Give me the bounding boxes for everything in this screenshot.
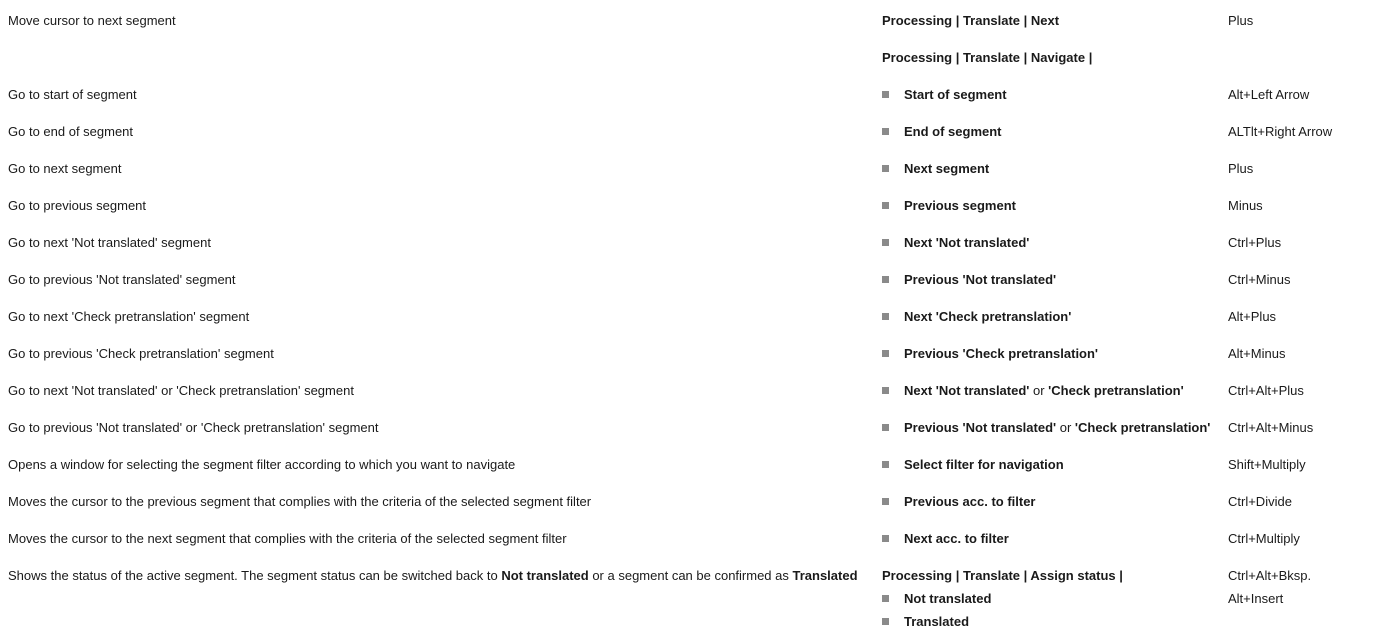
row-description: Go to next segment	[8, 161, 122, 176]
shortcut-key: Minus	[1228, 198, 1263, 213]
menu-item	[882, 418, 1210, 438]
menu-item	[882, 196, 1016, 216]
menu-item	[882, 122, 1002, 142]
menu-path: Processing | Translate | Navigate |	[882, 50, 1093, 65]
menu-item-label: Translated	[904, 614, 970, 629]
shortcut-key: Ctrl+Multiply	[1228, 531, 1300, 546]
menu-item-label-part2: 'Check pretranslation'	[1048, 383, 1184, 398]
menu-item-label: Next segment	[904, 161, 990, 176]
menu-item	[882, 159, 989, 179]
shortcut-key: Plus	[1228, 161, 1254, 176]
shortcut-key: Ctrl+Divide	[1228, 494, 1292, 509]
menu-item	[882, 589, 991, 609]
shortcut-key: Shift+Multiply	[1228, 457, 1306, 472]
row-description: Go to end of segment	[8, 124, 134, 139]
menu-item-or-text: or	[1056, 420, 1075, 435]
menu-path: Processing | Translate | Next	[882, 13, 1060, 28]
table-row	[0, 159, 1379, 179]
square-bullet-icon	[882, 313, 889, 320]
shortcut-key: ALTlt+Right Arrow	[1228, 124, 1333, 139]
row-description: Go to next 'Check pretranslation' segment	[8, 309, 250, 324]
menu-item-label-part1: Next 'Not translated'	[904, 383, 1030, 398]
shortcut-key: Plus	[1228, 13, 1254, 28]
status-desc-text1: Shows the status of the active segment. The segment status can be switched back to	[8, 568, 502, 583]
menu-item-label: Select filter for navigation	[904, 457, 1064, 472]
table-row	[0, 233, 1379, 253]
menu-item	[882, 270, 1056, 290]
row-description: Go to next 'Not translated' segment	[8, 235, 211, 250]
menu-item-label: Previous segment	[904, 198, 1016, 213]
table-row	[0, 11, 1379, 31]
square-bullet-icon	[882, 239, 889, 246]
menu-item-label: Previous acc. to filter	[904, 494, 1036, 509]
table-row	[0, 344, 1379, 364]
menu-item-label: Next acc. to filter	[904, 531, 1009, 546]
shortcut-key: Ctrl+Plus	[1228, 235, 1282, 250]
row-description: Moves the cursor to the next segment that complies with the criteria of the selected segment filter	[8, 531, 567, 546]
menu-item-label: Next 'Check pretranslation'	[904, 309, 1072, 324]
shortcut-key: Alt+Minus	[1228, 346, 1286, 361]
square-bullet-icon	[882, 618, 889, 625]
table-row	[0, 85, 1379, 105]
shortcut-key: Ctrl+Alt+Bksp.	[1228, 568, 1312, 583]
table-row	[0, 418, 1379, 438]
table-row	[0, 455, 1379, 475]
square-bullet-icon	[882, 128, 889, 135]
menu-item	[882, 529, 1009, 549]
table-row	[0, 122, 1379, 142]
square-bullet-icon	[882, 91, 889, 98]
shortcut-key: Alt+Insert	[1228, 591, 1284, 606]
row-description: Go to previous 'Check pretranslation' segment	[8, 346, 274, 361]
square-bullet-icon	[882, 535, 889, 542]
row-description: Opens a window for selecting the segment filter according to which you want to navigate	[8, 457, 516, 472]
menu-item	[882, 381, 1184, 401]
square-bullet-icon	[882, 461, 889, 468]
menu-item	[882, 233, 1029, 253]
row-description: Move cursor to next segment	[8, 13, 176, 28]
table-row-status-sub	[0, 612, 1379, 632]
row-description: Go to previous 'Not translated' or 'Check pretranslation' segment	[8, 420, 379, 435]
square-bullet-icon	[882, 350, 889, 357]
table-row	[0, 270, 1379, 290]
row-description: Moves the cursor to the previous segment that complies with the criteria of the selected segment filter	[8, 494, 592, 509]
row-description: Go to previous 'Not translated' segment	[8, 272, 236, 287]
square-bullet-icon	[882, 498, 889, 505]
row-description: Go to previous segment	[8, 198, 147, 213]
status-desc-text2: or a segment can be confirmed as	[588, 568, 793, 583]
menu-item-label: Start of segment	[904, 87, 1007, 102]
square-bullet-icon	[882, 202, 889, 209]
square-bullet-icon	[882, 387, 889, 394]
shortcut-key: Alt+Plus	[1228, 309, 1277, 324]
menu-item-label: Next 'Not translated'	[904, 235, 1030, 250]
square-bullet-icon	[882, 595, 889, 602]
menu-item	[882, 492, 1036, 512]
menu-item-or-text: or	[1029, 383, 1049, 398]
square-bullet-icon	[882, 165, 889, 172]
square-bullet-icon	[882, 424, 889, 431]
menu-item-label: Previous 'Check pretranslation'	[904, 346, 1099, 361]
table-row-status	[0, 566, 1379, 586]
menu-item	[882, 455, 1064, 475]
menu-item-label: End of segment	[904, 124, 1002, 139]
shortcut-key: Ctrl+Alt+Minus	[1228, 420, 1314, 435]
menu-item-label-part1: Previous 'Not translated'	[904, 420, 1057, 435]
menu-item-label: Previous 'Not translated'	[904, 272, 1057, 287]
menu-path: Processing | Translate | Assign status |	[882, 568, 1123, 583]
menu-item	[882, 344, 1098, 364]
square-bullet-icon	[882, 276, 889, 283]
table-row	[0, 307, 1379, 327]
table-row	[0, 529, 1379, 549]
table-row	[0, 492, 1379, 512]
shortcut-key: Alt+Left Arrow	[1228, 87, 1310, 102]
shortcut-key: Ctrl+Minus	[1228, 272, 1291, 287]
status-desc-bold2: Translated	[792, 568, 858, 583]
menu-item-label: Not translated	[904, 591, 992, 606]
table-row	[0, 48, 1379, 68]
table-row	[0, 196, 1379, 216]
menu-item	[882, 307, 1071, 327]
table-row-status-sub	[0, 589, 1379, 609]
menu-item	[882, 612, 969, 632]
status-desc-bold1: Not translated	[501, 568, 589, 583]
shortcut-key: Ctrl+Alt+Plus	[1228, 383, 1304, 398]
row-description: Go to next 'Not translated' or 'Check pretranslation' segment	[8, 383, 354, 398]
menu-item	[882, 85, 1007, 105]
row-description: Go to start of segment	[8, 87, 137, 102]
menu-item-label-part2: 'Check pretranslation'	[1074, 420, 1211, 435]
row-description	[8, 566, 858, 586]
table-row	[0, 381, 1379, 401]
